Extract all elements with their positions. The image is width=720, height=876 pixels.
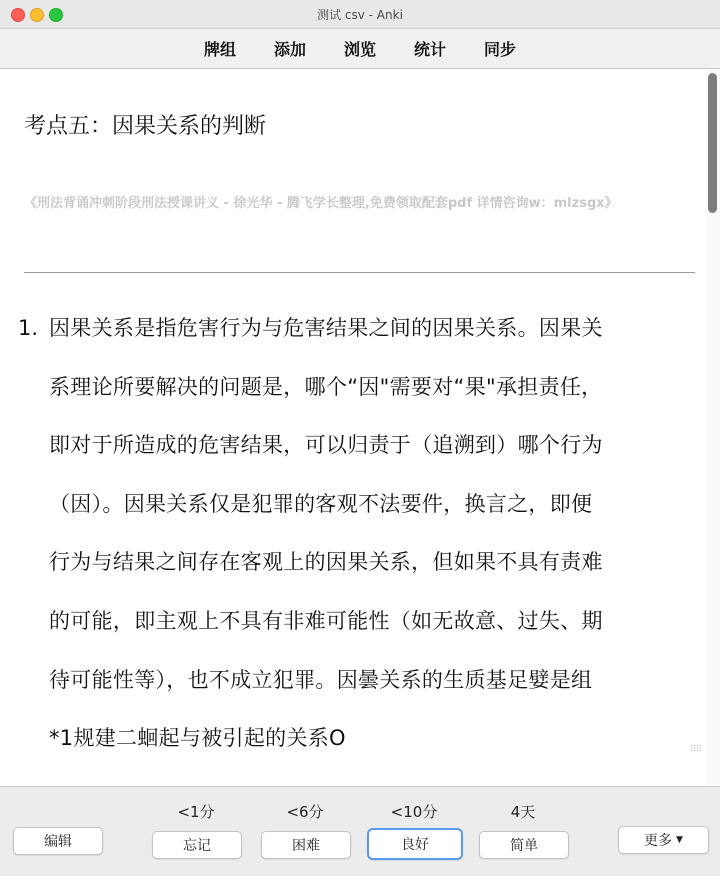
- toolbar-add-button[interactable]: 添加: [273, 40, 306, 59]
- edit-button[interactable]: 编辑: [13, 827, 103, 855]
- toolbar-browse-button[interactable]: 浏览: [343, 40, 376, 59]
- chevron-down-icon: ▼: [676, 835, 683, 845]
- card-content: [0, 69, 720, 785]
- answer-line: 行为与结果之间存在客观上的因果关系，但如果不具有责难: [49, 550, 603, 575]
- interval-again: <1分: [177, 803, 215, 821]
- title-bar: [0, 0, 720, 29]
- source-note: 《刑法背诵冲刺阶段刑法授课讲义 - 徐光华 - 腾飞学长整理,免费领取配套pdf 详情咨询w：mlzsgx》: [24, 196, 618, 211]
- answer-line: *1规建二蛔起与被引起的关系O: [49, 726, 346, 751]
- card-heading: 考点五：因果关系的判断: [24, 114, 267, 139]
- divider: [24, 272, 695, 273]
- window-title: 测试 csv - Anki: [317, 8, 403, 22]
- answer-line: （因）。因果关系仅是犯罪的客观不法要件，换言之，即便: [49, 491, 593, 516]
- scrollbar-thumb[interactable]: [708, 73, 717, 213]
- toolbar-decks-button[interactable]: 牌组: [203, 40, 236, 59]
- list-marker: 1.: [18, 316, 39, 340]
- answer-line: 即对于所造成的危害结果，可以归责于（追溯到）哪个行为: [49, 433, 603, 458]
- toolbar-sync-button[interactable]: 同步: [484, 40, 517, 59]
- card-answer-text: [49, 313, 694, 782]
- easy-button[interactable]: 简单: [479, 831, 569, 859]
- more-button-label: 更多: [644, 833, 673, 849]
- toolbar-stats-button[interactable]: 统计: [414, 40, 447, 59]
- again-button[interactable]: 忘记: [152, 831, 242, 859]
- interval-good: <10分: [390, 803, 438, 821]
- hard-button[interactable]: 困难: [261, 831, 351, 859]
- interval-hard: <6分: [286, 803, 324, 821]
- main-toolbar: [0, 29, 720, 69]
- review-bottom-bar: [0, 786, 720, 876]
- answer-line: 的可能，即主观上不具有非难可能性（如无故意、过失、期: [49, 608, 603, 633]
- resize-handle-icon: ⠿⠿: [690, 745, 702, 755]
- answer-line: 待可能性等），也不成立犯罪。因曇关系的生质基足嬖是组: [49, 667, 593, 692]
- good-button[interactable]: 良好: [367, 828, 463, 860]
- answer-line: 系理论所要解决的问题是，哪个“因"需要对“果"承担责任，: [49, 374, 603, 399]
- interval-easy: 4天: [510, 803, 536, 821]
- more-button[interactable]: [618, 826, 709, 854]
- answer-line: 因果关系是指危害行为与危害结果之间的因果关系。因果关: [49, 316, 603, 340]
